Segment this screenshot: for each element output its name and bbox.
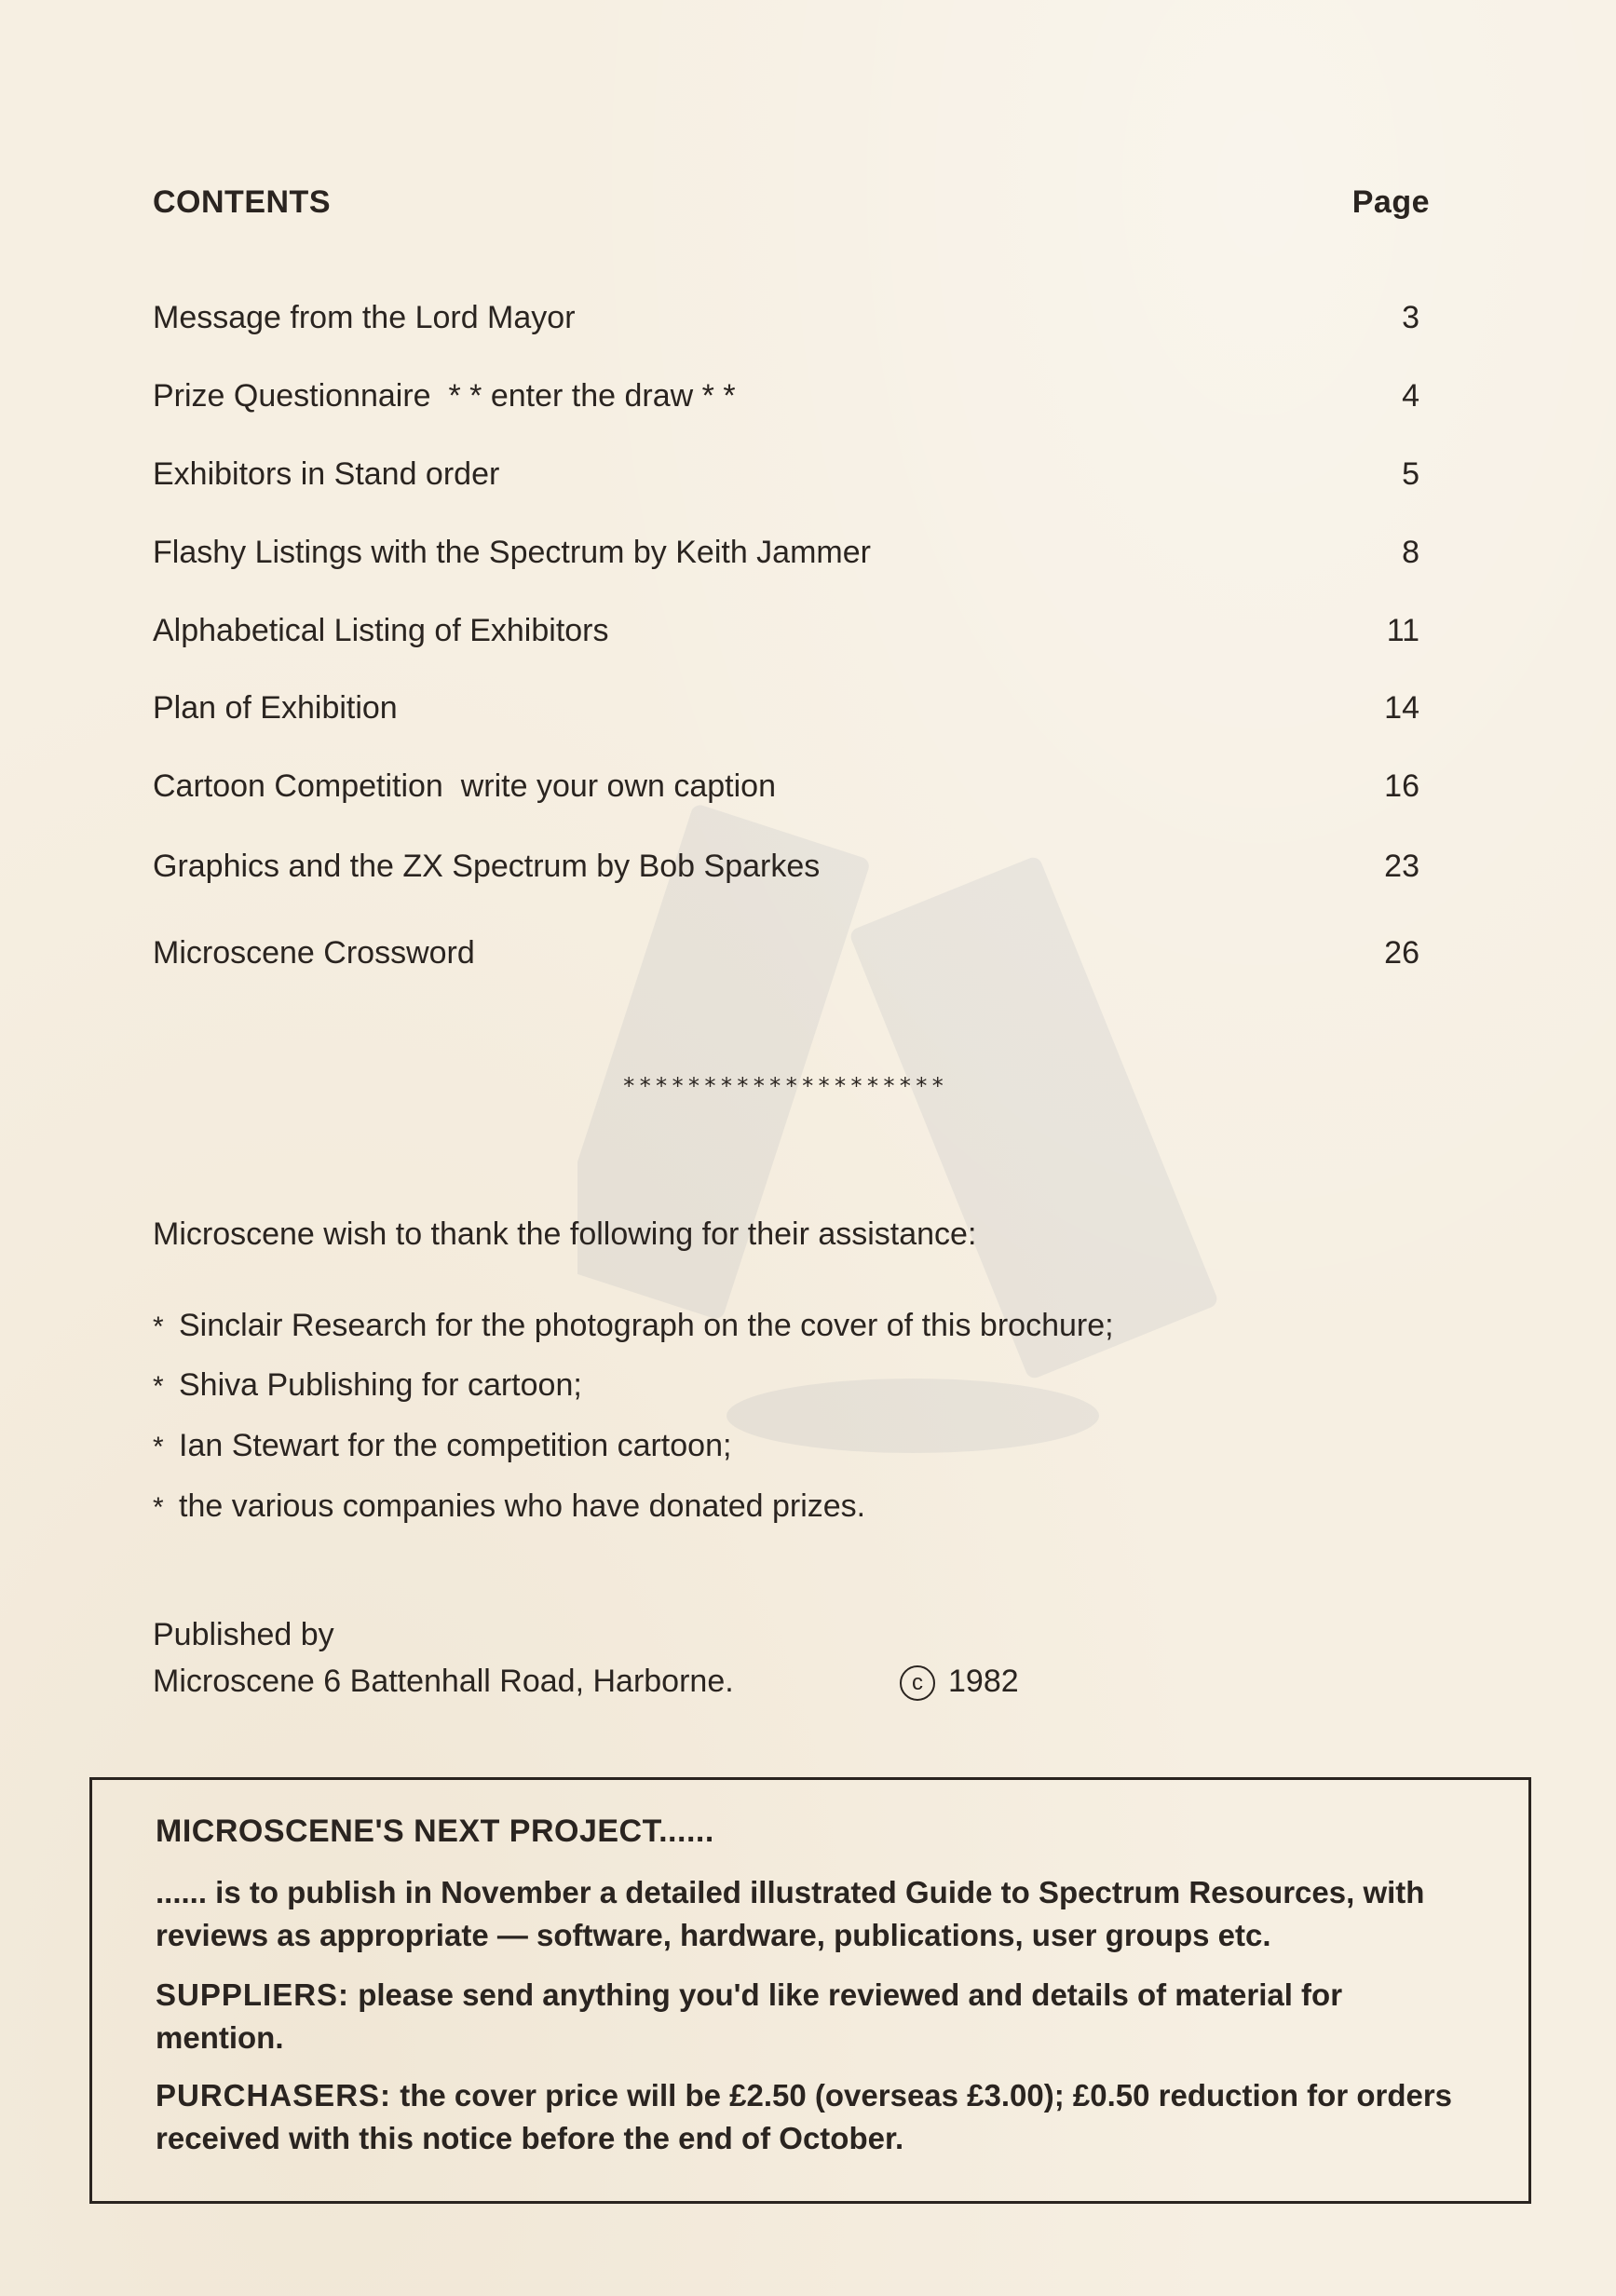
thanks-item [153,1488,865,1525]
copyright-notice [900,1664,1019,1701]
thanks-item-text: Ian Stewart for the competition cartoon; [179,1428,732,1463]
published-by-label: Published by [153,1617,334,1652]
purchasers-label: PURCHASERS: [156,2078,392,2113]
toc-entry-page: 23 [1384,849,1419,884]
copyright-year: 1982 [948,1664,1019,1699]
toc-entry [153,849,1419,895]
bullet-star-icon: * [153,1371,164,1402]
thanks-item-text: the various companies who have donated prizes. [179,1488,866,1524]
toc-entry-title: Cartoon Competition write your own caption [153,768,776,804]
toc-entry-title: Exhibitors in Stand order [153,456,500,492]
toc-entry [153,768,1419,815]
notice-suppliers [156,1974,1478,2059]
bullet-star-icon: * [153,1311,164,1342]
bullet-star-icon: * [153,1432,164,1462]
separator-stars: ******************** [622,1073,947,1099]
thanks-item [153,1308,1114,1344]
next-project-notice-box [89,1777,1531,2204]
contents-heading: CONTENTS [153,184,331,220]
toc-entry [153,535,1419,581]
toc-entry-page: 16 [1384,768,1419,804]
page-column-heading: Page [1351,184,1430,220]
purchasers-text: the cover price will be £2.50 (overseas £3.00); £0.50 reduction for orders received with this notice before the end of October. [156,2078,1453,2155]
thanks-item [153,1428,731,1464]
toc-entry-title: Flashy Listings with the Spectrum by Keith Jammer [153,535,871,570]
toc-entry-page: 5 [1402,456,1419,492]
toc-entry-page: 26 [1384,935,1419,971]
toc-entry-title: Alphabetical Listing of Exhibitors [153,613,609,648]
toc-entry [153,378,1419,425]
toc-entry [153,935,1419,982]
thanks-item [153,1367,582,1404]
toc-entry [153,613,1419,659]
notice-purchasers [156,2074,1478,2160]
thanks-item-text: Shiva Publishing for cartoon; [179,1367,582,1403]
toc-entry-page: 14 [1384,690,1419,726]
toc-entry-page: 11 [1386,613,1419,648]
notice-title: MICROSCENE'S NEXT PROJECT...... [156,1814,714,1849]
suppliers-label: SUPPLIERS: [156,1977,350,2012]
toc-entry-title: Message from the Lord Mayor [153,300,576,335]
thanks-item-text: Sinclair Research for the photograph on the cover of this brochure; [179,1308,1114,1343]
suppliers-text: please send anything you'd like reviewed and details of material for mention. [156,1977,1343,2055]
toc-entry-title: Prize Questionnaire * * enter the draw * * [153,378,736,414]
thanks-intro: Microscene wish to thank the following for their assistance: [153,1216,977,1252]
copyright-icon: c [900,1665,935,1701]
toc-entry [153,690,1419,737]
toc-entry-page: 3 [1402,300,1419,335]
publisher-address: Microscene 6 Battenhall Road, Harborne. [153,1664,734,1699]
bullet-star-icon: * [153,1492,164,1523]
toc-entry-page: 8 [1402,535,1419,570]
toc-entry-page: 4 [1402,378,1419,414]
toc-entry-title: Plan of Exhibition [153,690,398,726]
toc-entry-title: Graphics and the ZX Spectrum by Bob Sparkes [153,849,821,884]
toc-entry [153,300,1419,346]
toc-entry [153,456,1419,503]
toc-entry-title: Microscene Crossword [153,935,475,971]
notice-intro: ...... is to publish in November a detailed illustrated Guide to Spectrum Resources, with reviews as appropriate — software, hardware, publications, user groups etc. [156,1875,1425,1952]
